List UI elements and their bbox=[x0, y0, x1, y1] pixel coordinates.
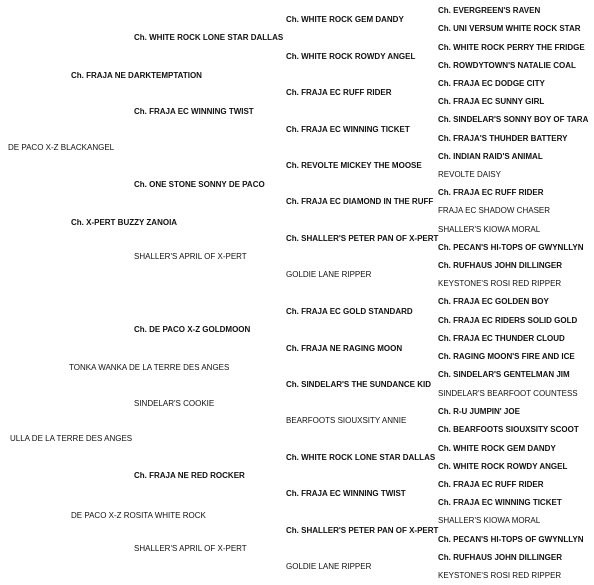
gen4-entry: Ch. FRAJA EC RUFF RIDER bbox=[286, 88, 392, 97]
gen3-entry: Ch. WHITE ROCK LONE STAR DALLAS bbox=[134, 33, 284, 42]
gen3-entry: Ch. FRAJA EC WINNING TWIST bbox=[134, 107, 254, 116]
gen5-entry: KEYSTONE'S ROSI RED RIPPER bbox=[438, 279, 562, 288]
sire-name: Ch. FRAJA NE DARKTEMPTATION bbox=[71, 71, 202, 80]
gen4-entry: GOLDIE LANE RIPPER bbox=[286, 270, 372, 279]
gen4-entry: BEARFOOTS SIOUXSITY ANNIE bbox=[286, 416, 407, 425]
gen5-entry: SHALLER'S KIOWA MORAL bbox=[438, 516, 541, 525]
gen5-entry: FRAJA EC SHADOW CHASER bbox=[438, 206, 551, 215]
gen2-entry: Ch. X-PERT BUZZY ZANOIA bbox=[71, 218, 178, 227]
gen5-entry: Ch. ROWDYTOWN'S NATALIE COAL bbox=[438, 61, 576, 70]
gen5-entry: Ch. WHITE ROCK PERRY THE FRIDGE bbox=[438, 43, 585, 52]
gen3-entry: SHALLER'S APRIL OF X-PERT bbox=[134, 252, 247, 261]
subject-dog-name: DE PACO X-Z BLACKANGEL bbox=[8, 143, 115, 152]
gen5-entry: Ch. FRAJA EC RUFF RIDER bbox=[438, 480, 544, 489]
gen3-entry: Ch. DE PACO X-Z GOLDMOON bbox=[134, 325, 251, 334]
gen4-entry: Ch. FRAJA NE RAGING MOON bbox=[286, 344, 403, 353]
dam-name: ULLA DE LA TERRE DES ANGES bbox=[10, 434, 133, 443]
gen5-entry: Ch. WHITE ROCK ROWDY ANGEL bbox=[438, 462, 568, 471]
gen5-entry: Ch. RUFHAUS JOHN DILLINGER bbox=[438, 261, 562, 270]
gen4-entry: Ch. SHALLER'S PETER PAN OF X-PERT bbox=[286, 526, 439, 535]
gen4-entry: Ch. SHALLER'S PETER PAN OF X-PERT bbox=[286, 234, 439, 243]
gen4-entry: Ch. WHITE ROCK GEM DANDY bbox=[286, 15, 404, 24]
gen5-entry: Ch. RAGING MOON'S FIRE AND ICE bbox=[438, 352, 575, 361]
gen5-entry: SINDELAR'S BEARFOOT COUNTESS bbox=[438, 389, 578, 398]
gen5-entry: Ch. FRAJA EC GOLDEN BOY bbox=[438, 297, 549, 306]
gen5-entry: Ch. FRAJA EC DODGE CITY bbox=[438, 79, 545, 88]
gen4-entry: Ch. WHITE ROCK LONE STAR DALLAS bbox=[286, 453, 436, 462]
gen4-entry: Ch. WHITE ROCK ROWDY ANGEL bbox=[286, 52, 416, 61]
gen5-entry: Ch. FRAJA EC RUFF RIDER bbox=[438, 188, 544, 197]
gen5-entry: KEYSTONE'S ROSI RED RIPPER bbox=[438, 571, 562, 580]
gen4-entry: Ch. FRAJA EC GOLD STANDARD bbox=[286, 307, 413, 316]
gen5-entry: SHALLER'S KIOWA MORAL bbox=[438, 225, 541, 234]
gen3-entry: Ch. ONE STONE SONNY DE PACO bbox=[134, 180, 265, 189]
gen5-entry: Ch. FRAJA EC RIDERS SOLID GOLD bbox=[438, 316, 578, 325]
gen5-entry: Ch. FRAJA'S THUHDER BATTERY bbox=[438, 134, 568, 143]
gen3-entry: SINDELAR'S COOKIE bbox=[134, 399, 215, 408]
gen5-entry: Ch. R-U JUMPIN' JOE bbox=[438, 407, 520, 416]
gen5-entry: Ch. UNI VERSUM WHITE ROCK STAR bbox=[438, 24, 581, 33]
gen5-entry: Ch. PECAN'S HI-TOPS OF GWYNLLYN bbox=[438, 535, 584, 544]
gen4-entry: Ch. SINDELAR'S THE SUNDANCE KID bbox=[286, 380, 432, 389]
gen3-entry: SHALLER'S APRIL OF X-PERT bbox=[134, 544, 247, 553]
gen4-entry: Ch. FRAJA EC DIAMOND IN THE RUFF bbox=[286, 197, 434, 206]
gen5-entry: Ch. BEARFOOTS SIOUXSITY SCOOT bbox=[438, 425, 579, 434]
gen4-entry: Ch. FRAJA EC WINNING TWIST bbox=[286, 489, 406, 498]
gen4-entry: Ch. FRAJA EC WINNING TICKET bbox=[286, 125, 410, 134]
gen5-entry: Ch. FRAJA EC THUNDER CLOUD bbox=[438, 334, 565, 343]
gen2-entry: TONKA WANKA DE LA TERRE DES ANGES bbox=[69, 363, 230, 372]
gen5-entry: Ch. EVERGREEN'S RAVEN bbox=[438, 6, 541, 15]
gen5-entry: REVOLTE DAISY bbox=[438, 170, 501, 179]
gen5-entry: Ch. SINDELAR'S SONNY BOY OF TARA bbox=[438, 115, 589, 124]
gen5-entry: Ch. SINDELAR'S GENTELMAN JIM bbox=[438, 370, 570, 379]
gen2-entry: DE PACO X-Z ROSITA WHITE ROCK bbox=[71, 511, 206, 520]
gen4-entry: GOLDIE LANE RIPPER bbox=[286, 562, 372, 571]
gen5-entry: Ch. FRAJA EC WINNING TICKET bbox=[438, 498, 562, 507]
gen3-entry: Ch. FRAJA NE RED ROCKER bbox=[134, 471, 245, 480]
gen5-entry: Ch. WHITE ROCK GEM DANDY bbox=[438, 444, 556, 453]
gen5-entry: Ch. PECAN'S HI-TOPS OF GWYNLLYN bbox=[438, 243, 584, 252]
gen5-entry: Ch. INDIAN RAID'S ANIMAL bbox=[438, 152, 543, 161]
gen5-entry: Ch. FRAJA EC SUNNY GIRL bbox=[438, 97, 545, 106]
gen5-entry: Ch. RUFHAUS JOHN DILLINGER bbox=[438, 553, 562, 562]
gen4-entry: Ch. REVOLTE MICKEY THE MOOSE bbox=[286, 161, 422, 170]
